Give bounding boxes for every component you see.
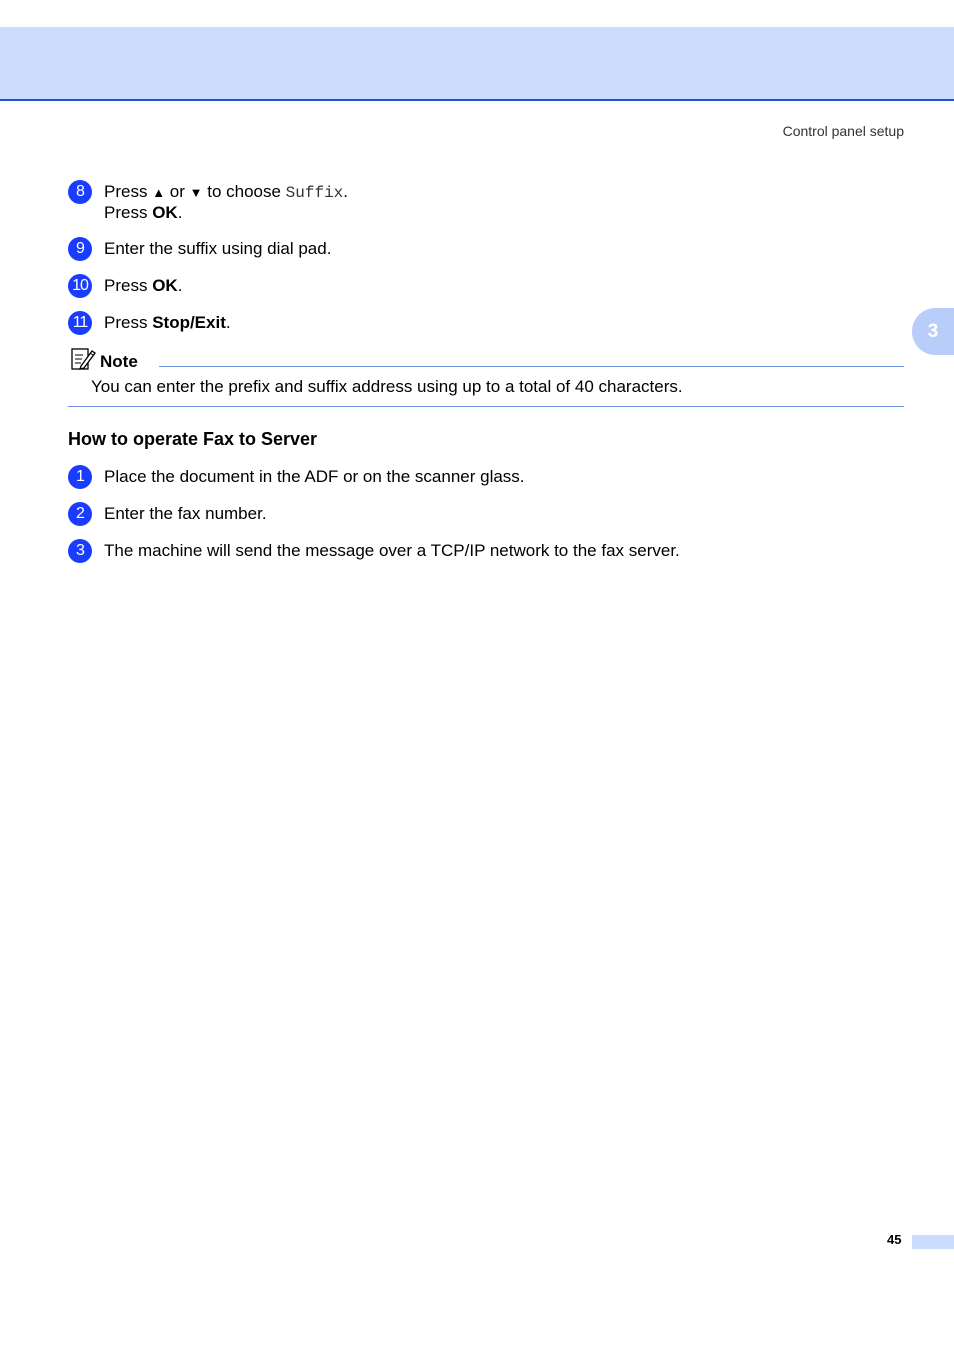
note-pencil-icon: [70, 346, 96, 372]
note-text: You can enter the prefix and suffix address using up to a total of 40 characters.: [91, 377, 683, 396]
step-number-badge: 10: [68, 274, 92, 298]
step-text: .: [225, 313, 231, 332]
up-arrow-icon: ▲: [152, 185, 166, 200]
note-divider-top: [159, 366, 904, 367]
step-text: Press: [104, 276, 153, 295]
step-9: [68, 239, 331, 261]
running-header: Control panel setup: [782, 123, 904, 139]
step-text: to choose: [202, 182, 286, 201]
step-text: Press: [104, 313, 153, 332]
key-name: Stop/Exit: [152, 313, 226, 332]
section-step-2: [68, 504, 267, 526]
step-10: [68, 276, 182, 298]
page-tab: [912, 1235, 954, 1249]
key-name: OK: [152, 203, 178, 222]
step-text: Press: [104, 182, 153, 201]
menu-option-code: Suffix: [285, 184, 344, 202]
key-name: OK: [152, 276, 178, 295]
step-text: Enter the suffix using dial pad.: [104, 239, 332, 258]
step-8: [68, 182, 348, 223]
step-text: .: [177, 203, 183, 222]
note-heading: [70, 346, 138, 372]
step-number-badge: 2: [68, 502, 92, 526]
step-text: Place the document in the ADF or on the scanner glass.: [104, 467, 525, 486]
step-number-badge: 8: [68, 180, 92, 204]
step-number-badge: 1: [68, 465, 92, 489]
page-number: 45: [887, 1232, 902, 1247]
section-step-3: [68, 541, 680, 563]
step-number-badge: 9: [68, 237, 92, 261]
section-heading: How to operate Fax to Server: [68, 429, 318, 449]
down-arrow-icon: ▼: [189, 185, 203, 200]
section-step-1: [68, 467, 525, 489]
step-text: The machine will send the message over a TCP/IP network to the fax server.: [104, 541, 680, 560]
step-text: .: [177, 276, 183, 295]
chapter-tab: 3: [912, 308, 954, 355]
note-label: Note: [100, 352, 138, 371]
step-text: Press: [104, 203, 153, 222]
step-number-badge: 11: [68, 311, 92, 335]
step-text: Enter the fax number.: [104, 504, 267, 523]
header-band: [0, 27, 954, 101]
step-number-badge: 3: [68, 539, 92, 563]
step-text: or: [165, 182, 190, 201]
step-text: .: [343, 182, 349, 201]
step-11: [68, 313, 231, 335]
note-divider-bottom: [68, 406, 904, 407]
